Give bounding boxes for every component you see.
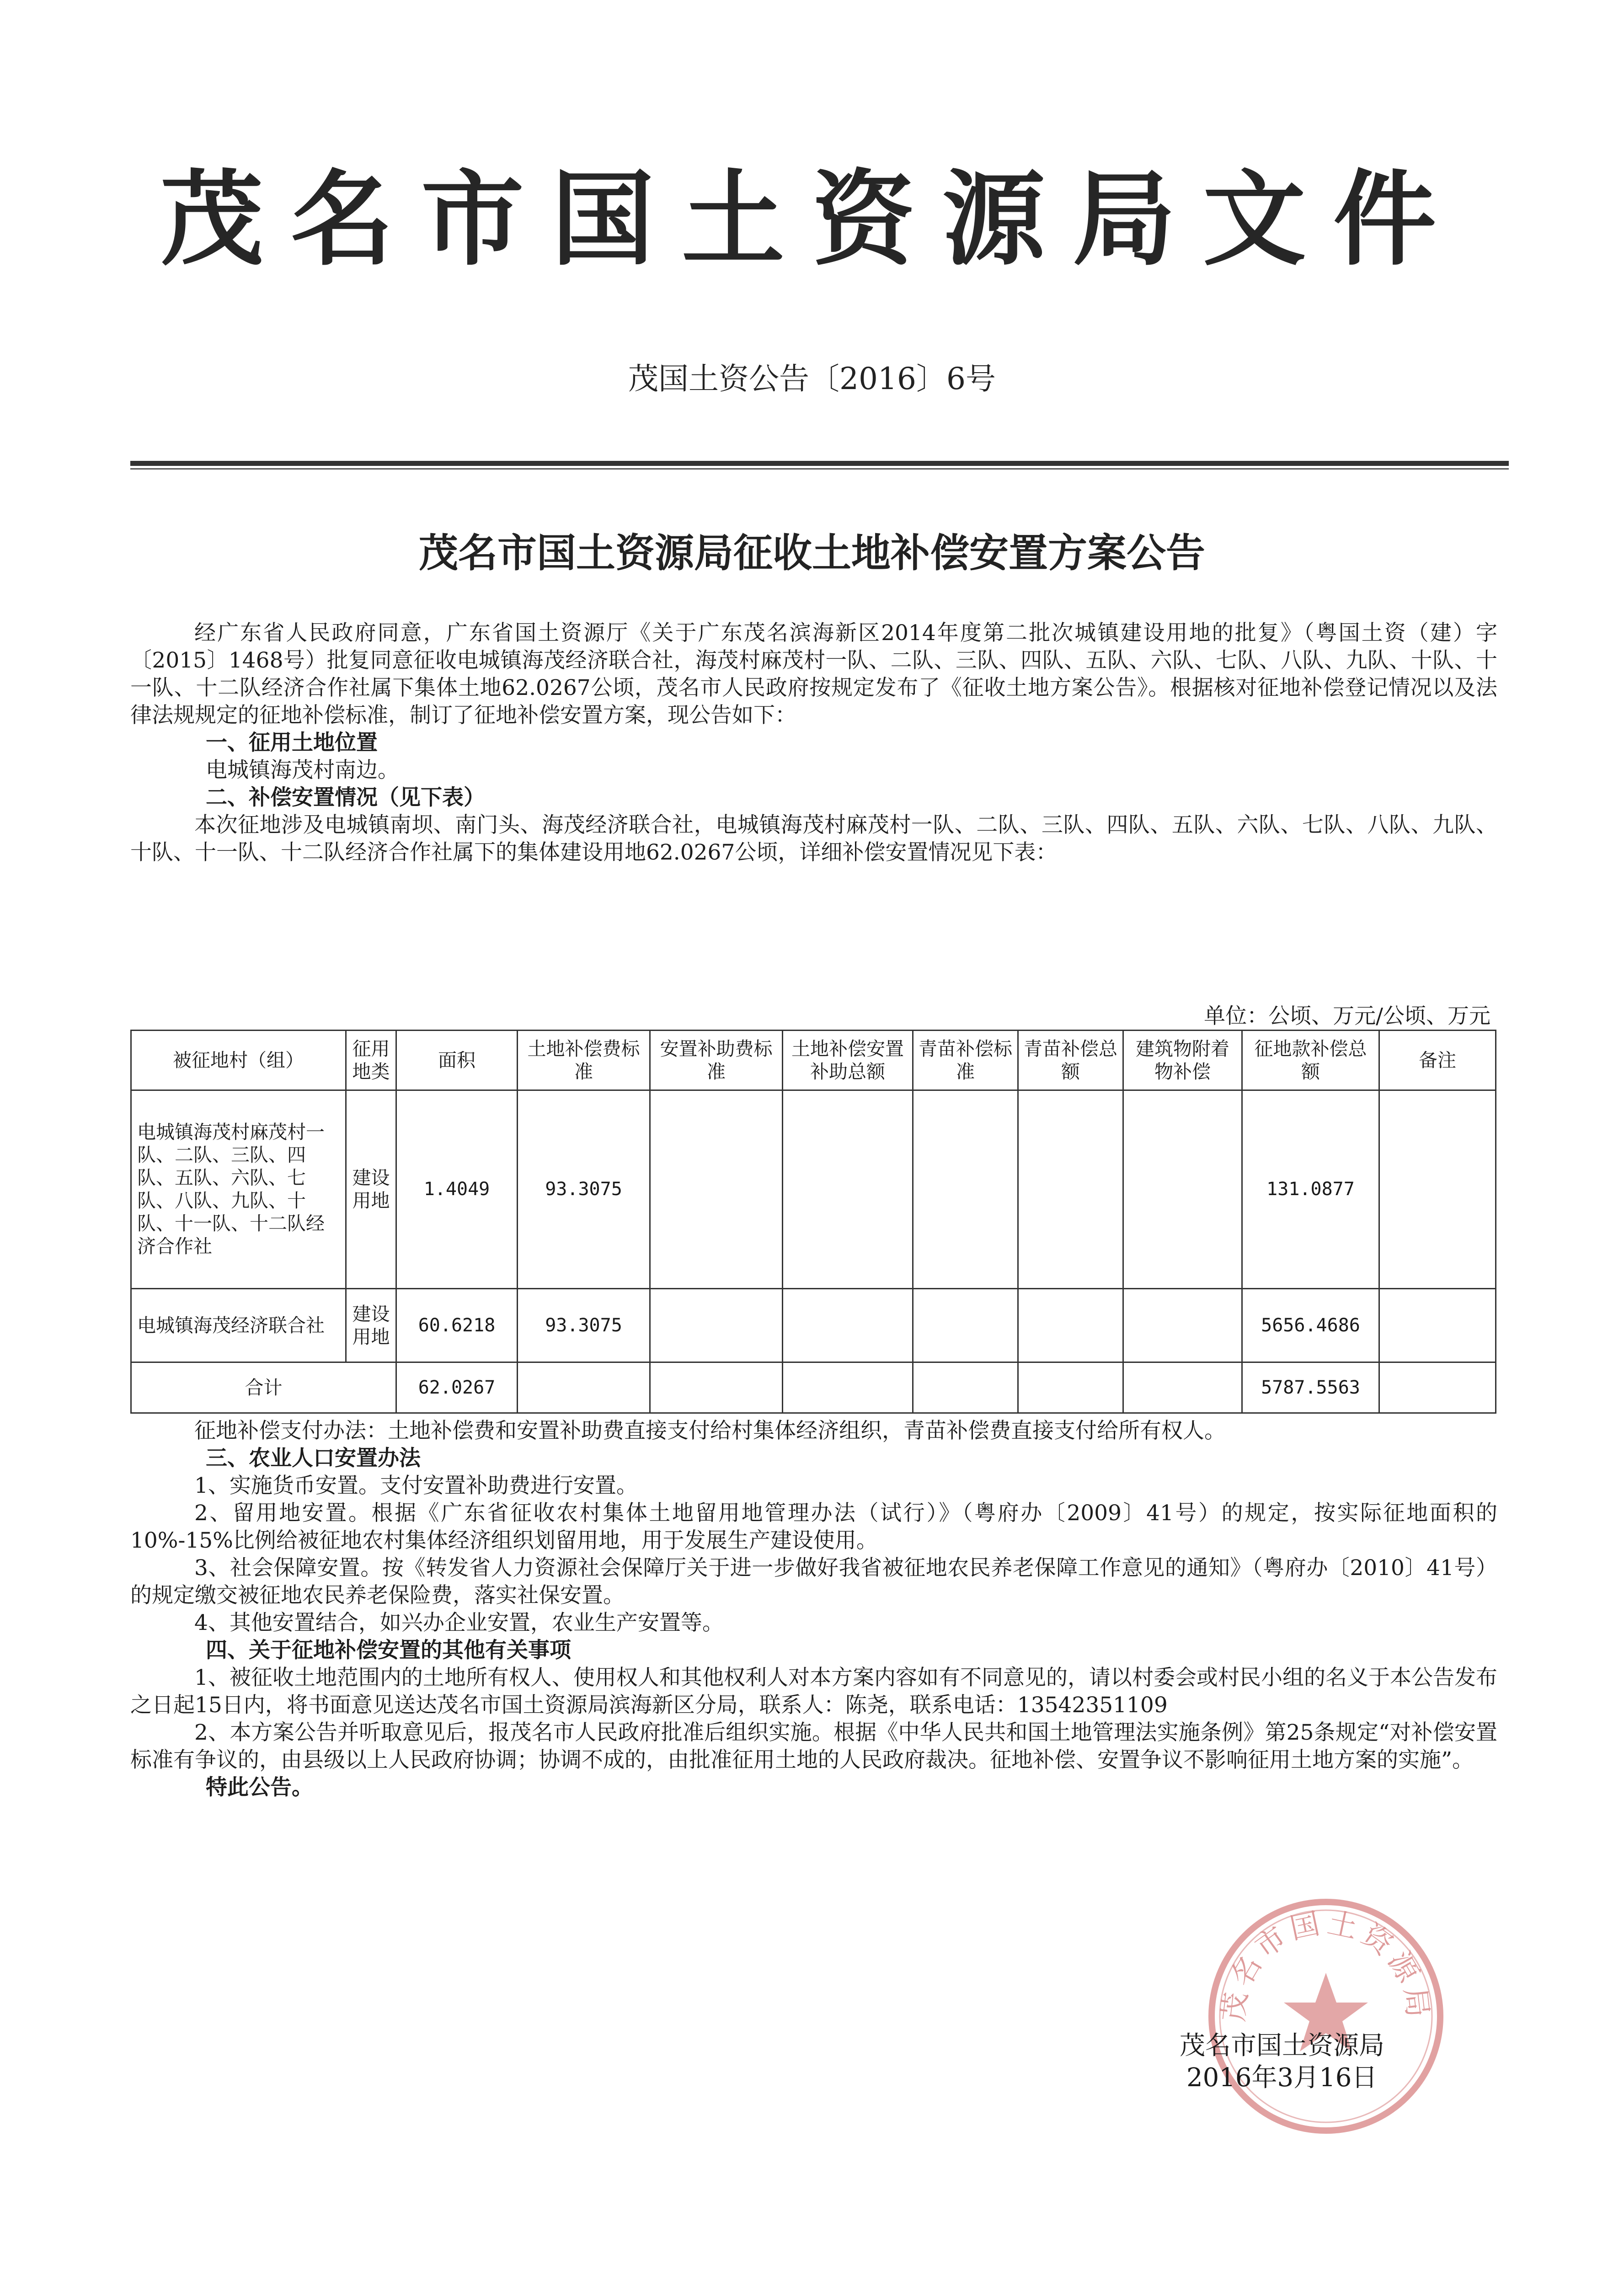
header-divider-thin (130, 468, 1509, 470)
seal-text: 茂名市国土资源局 (1217, 1906, 1435, 2024)
empty-cell (913, 1288, 1018, 1362)
resettlement-item: 4、其他安置结合，如兴办企业安置，农业生产安置等。 (194, 1610, 724, 1635)
section-heading-resettlement: 三、农业人口安置办法 (206, 1446, 421, 1471)
notice-title: 茂名市国土资源局征收土地补偿安置方案公告 (419, 530, 1205, 576)
table-header-cell: 征地款补偿总额 (1242, 1031, 1379, 1090)
empty-cell (783, 1090, 913, 1289)
empty-cell (783, 1362, 913, 1413)
empty-cell (913, 1090, 1018, 1289)
table-header-cell: 被征地村（组） (131, 1031, 346, 1090)
table-sum-row (131, 1362, 1496, 1413)
official-seal-stamp (1202, 1893, 1449, 2140)
table-header-cell: 安置补助费标准 (650, 1031, 783, 1090)
other-matters-item: 1、被征收土地范围内的土地所有权人、使用权人和其他权利人对本方案内容如有不同意见的，请以村委会或村民小组的名义于本公告发布之日起15日内，将书面意见送达茂名市国土资源局滨海新区分局，联系人：陈尧，联系电话：13542351109 (130, 1665, 1497, 1718)
payment-method: 征地补偿支付办法：土地补偿费和安置补助费直接支付给村集体经济组织，青苗补偿费直接支付给所有权人。 (194, 1418, 1226, 1443)
land-comp-std-cell: 93.3075 (518, 1288, 650, 1362)
area-cell: 1.4049 (396, 1090, 518, 1289)
closing-statement: 特此公告。 (206, 1775, 313, 1800)
village-cell: 电城镇海茂经济联合社 (131, 1288, 346, 1362)
section-heading-compensation: 二、补偿安置情况（见下表） (206, 785, 485, 810)
agency-file-title: 茂名市国土资源局文件 (160, 159, 1464, 280)
signing-date: 2016年3月16日 (1186, 2063, 1378, 2093)
empty-cell (783, 1288, 913, 1362)
compensation-text: 本次征地涉及电城镇南坝、南门头、海茂经济联合社，电城镇海茂村麻茂村一队、二队、三队、四队、五队、六队、七队、八队、九队、十队、十一队、十二队经济合作社属下的集体建设用地62.0267公顷，详细补偿安置情况见下表： (130, 812, 1497, 865)
sum-area-cell: 62.0267 (396, 1362, 518, 1413)
intro-paragraph: 经广东省人民政府同意，广东省国土资源厅《关于广东茂名滨海新区2014年度第二批次城镇建设用地的批复》（粤国土资（建）字〔2015〕1468号）批复同意征收电城镇海茂经济联合社，海茂村麻茂村一队、二队、三队、四队、五队、六队、七队、八队、九队、十队、十一队、十二队经济合作社属下集体土地62.0267公顷，茂名市人民政府按规定发布了《征收土地方案公告》。根据核对征地补偿登记情况以及法律法规规定的征地补偿标准，制订了征地补偿安置方案，现公告如下： (130, 620, 1497, 728)
empty-cell (650, 1362, 783, 1413)
intro-section (130, 620, 1497, 866)
table-header-cell: 土地补偿安置补助总额 (783, 1031, 913, 1090)
other-matters-item: 2、本方案公告并听取意见后，报茂名市人民政府批准后组织实施。根据《中华人民共和国土地管理法实施条例》第25条规定“对补偿安置标准有争议的，由县级以上人民政府协调；协调不成的，由批准征用土地的人民政府裁决。征地补偿、安置争议不影响征用土地方案的实施”。 (130, 1720, 1497, 1773)
table-header-cell: 备注 (1379, 1031, 1496, 1090)
table-row (131, 1288, 1496, 1362)
table-unit-note: 单位：公顷、万元/公顷、万元 (1204, 1004, 1490, 1029)
land-comp-std-cell: 93.3075 (518, 1090, 650, 1289)
sum-label-cell: 合计 (131, 1362, 396, 1413)
empty-cell (1123, 1090, 1242, 1289)
table-header-cell: 建筑物附着物补偿 (1123, 1031, 1242, 1090)
table-header-cell: 征用地类 (346, 1031, 396, 1090)
table-header-cell: 青苗补偿标准 (913, 1031, 1018, 1090)
document-number: 茂国土资公告〔2016〕6号 (628, 361, 996, 396)
remark-cell (1379, 1288, 1496, 1362)
land-type-cell: 建设用地 (346, 1090, 396, 1289)
table-header-cell: 土地补偿费标准 (518, 1031, 650, 1090)
empty-cell (1018, 1288, 1123, 1362)
empty-cell (913, 1362, 1018, 1413)
remark-cell (1379, 1090, 1496, 1289)
resettlement-item: 3、社会保障安置。按《转发省人力资源社会保障厅关于进一步做好我省被征地农民养老保障工作意见的通知》（粤府办〔2010〕41号）的规定缴交被征地农民养老保险费，落实社保安置。 (130, 1555, 1497, 1608)
signature-block (1180, 2030, 1384, 2094)
table-header-cell: 青苗补偿总额 (1018, 1031, 1123, 1090)
empty-cell (650, 1288, 783, 1362)
empty-cell (1018, 1090, 1123, 1289)
header-divider-thick (130, 461, 1509, 466)
section-heading-location: 一、征用土地位置 (206, 730, 378, 755)
table-row (131, 1090, 1496, 1289)
measures-section (130, 1417, 1497, 1801)
table-header-row (131, 1031, 1496, 1090)
land-type-cell: 建设用地 (346, 1288, 396, 1362)
location-text: 电城镇海茂村南边。 (206, 758, 399, 783)
village-cell: 电城镇海茂村麻茂村一队、二队、三队、四队、五队、六队、七队、八队、九队、十队、十一队、十二队经济合作社 (131, 1090, 346, 1289)
compensation-table (130, 1030, 1496, 1414)
table-header-cell: 面积 (396, 1031, 518, 1090)
empty-cell (1123, 1288, 1242, 1362)
area-cell: 60.6218 (396, 1288, 518, 1362)
signing-agency: 茂名市国土资源局 (1180, 2031, 1384, 2061)
sum-total-cell: 5787.5563 (1242, 1362, 1379, 1413)
empty-cell (650, 1090, 783, 1289)
total-cell: 131.0877 (1242, 1090, 1379, 1289)
remark-cell (1379, 1362, 1496, 1413)
resettlement-item: 1、实施货币安置。支付安置补助费进行安置。 (194, 1473, 638, 1498)
resettlement-item: 2、留用地安置。根据《广东省征收农村集体土地留用地管理办法（试行）》（粤府办〔2009〕41号）的规定，按实际征地面积的10%-15%比例给被征地农村集体经济组织划留用地，用于发展生产建设使用。 (130, 1501, 1497, 1553)
empty-cell (518, 1362, 650, 1413)
empty-cell (1123, 1362, 1242, 1413)
total-cell: 5656.4686 (1242, 1288, 1379, 1362)
section-heading-other-matters: 四、关于征地补偿安置的其他有关事项 (206, 1638, 571, 1663)
empty-cell (1018, 1362, 1123, 1413)
